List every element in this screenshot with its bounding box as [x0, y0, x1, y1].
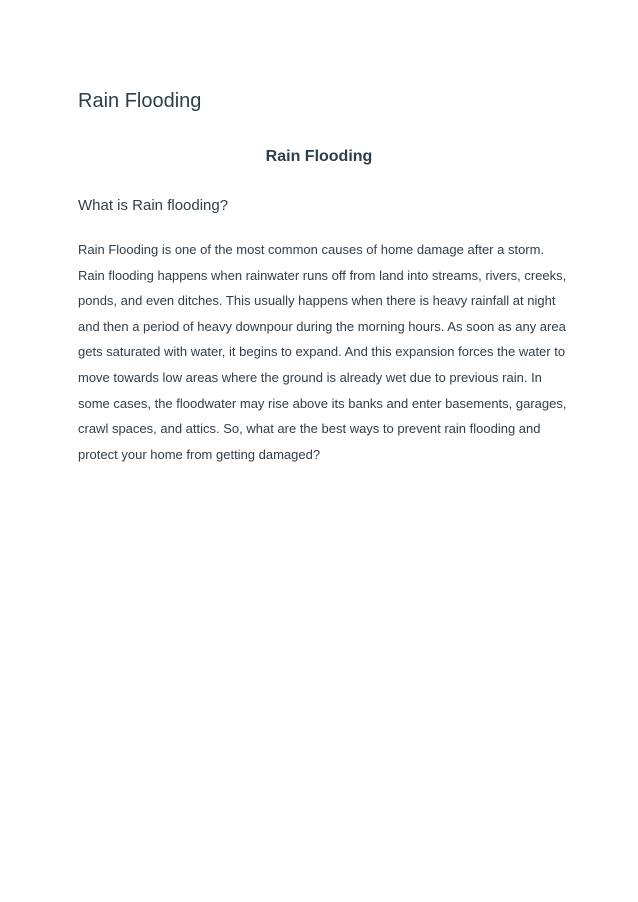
body-paragraph: [78, 237, 566, 467]
body-line: gets saturated with water, it begins to expand. And this expansion forces the water to: [78, 344, 566, 360]
body-line: ponds, and even ditches. This usually happens when there is heavy rainfall at night: [78, 293, 556, 309]
body-line: protect your home from getting damaged?: [78, 446, 321, 462]
body-line: Rain flooding happens when rainwater runs off from land into streams, rivers, creeks,: [78, 267, 567, 283]
section-heading: What is Rain flooding?: [78, 197, 229, 214]
body-line: move towards low areas where the ground is already wet due to previous rain. In: [78, 369, 542, 385]
body-line: and then a period of heavy downpour during the morning hours. As soon as any area: [78, 318, 566, 334]
document-title: Rain Flooding: [78, 90, 202, 112]
centered-title: Rain Flooding: [265, 148, 373, 165]
body-line: Rain Flooding is one of the most common causes of home damage after a storm.: [78, 242, 545, 257]
body-line: some cases, the floodwater may rise above its banks and enter basements, garages,: [78, 395, 567, 411]
body-line: crawl spaces, and attics. So, what are the best ways to prevent rain flooding and: [78, 421, 541, 437]
